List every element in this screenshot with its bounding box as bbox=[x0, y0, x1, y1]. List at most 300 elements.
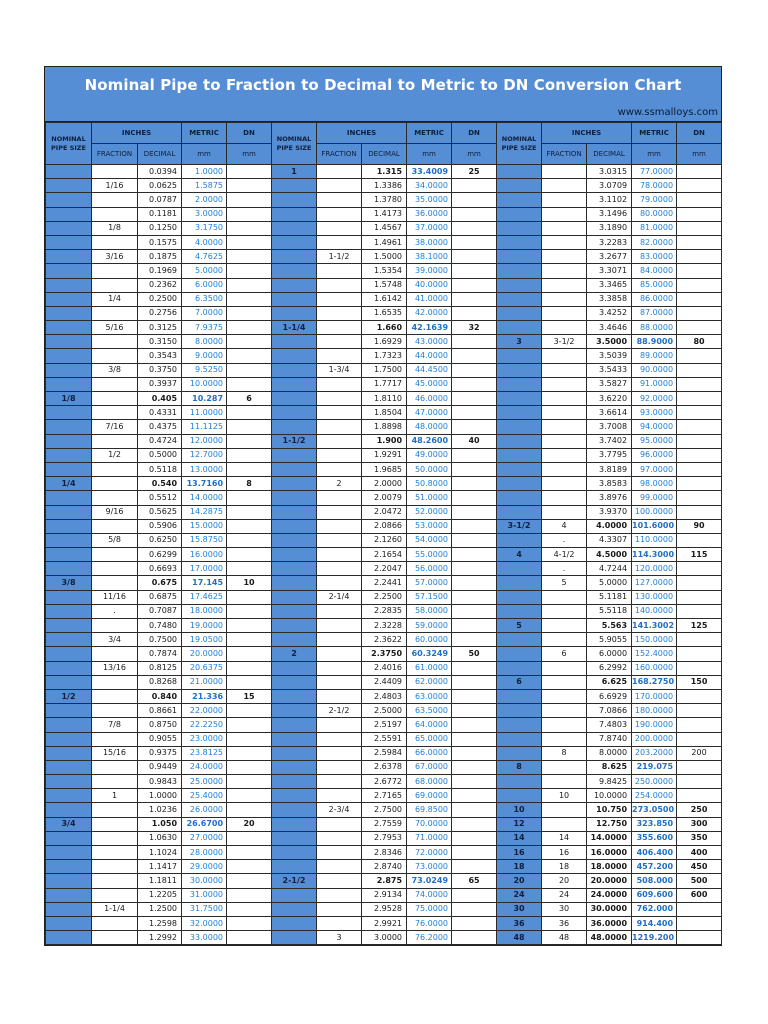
decimal-cell: 2.7500 bbox=[362, 803, 407, 817]
fraction-cell bbox=[317, 420, 362, 434]
metric-cell: 46.0000 bbox=[407, 392, 452, 406]
fraction-cell bbox=[317, 519, 362, 533]
fraction-cell bbox=[92, 491, 138, 505]
mm-unit-header: mm bbox=[182, 144, 227, 165]
dn-cell bbox=[452, 250, 497, 264]
table-row bbox=[46, 619, 722, 633]
fraction-cell bbox=[317, 746, 362, 760]
dn-cell bbox=[452, 392, 497, 406]
decimal-cell: 0.3937 bbox=[138, 377, 182, 391]
dn-cell bbox=[452, 746, 497, 760]
fraction-cell bbox=[542, 377, 587, 391]
metric-cell: 94.0000 bbox=[632, 420, 677, 434]
dn-cell: 6 bbox=[227, 392, 272, 406]
metric-cell: 9.0000 bbox=[182, 349, 227, 363]
fraction-cell bbox=[92, 264, 138, 278]
nominal-pipe-size-cell bbox=[272, 221, 317, 235]
dn-cell bbox=[227, 746, 272, 760]
dn-cell bbox=[227, 760, 272, 774]
dn-cell bbox=[677, 392, 722, 406]
dn-cell bbox=[227, 888, 272, 902]
nominal-pipe-size-cell bbox=[46, 491, 92, 505]
dn-cell bbox=[452, 902, 497, 916]
nominal-pipe-size-cell bbox=[46, 590, 92, 604]
fraction-cell: 4-1/2 bbox=[542, 548, 587, 562]
table-body bbox=[46, 165, 722, 945]
fraction-cell: 2-3/4 bbox=[317, 803, 362, 817]
decimal-cell: 2.2441 bbox=[362, 576, 407, 590]
fraction-cell bbox=[542, 221, 587, 235]
metric-cell: 49.0000 bbox=[407, 448, 452, 462]
metric-cell: 69.8500 bbox=[407, 803, 452, 817]
dn-cell: 150 bbox=[677, 675, 722, 689]
metric-cell: 219.075 bbox=[632, 760, 677, 774]
decimal-cell: 1.6142 bbox=[362, 292, 407, 306]
fraction-cell: . bbox=[92, 604, 138, 618]
metric-cell: 37.0000 bbox=[407, 221, 452, 235]
metric-cell: 73.0249 bbox=[407, 874, 452, 888]
fraction-cell bbox=[92, 477, 138, 491]
fraction-cell bbox=[92, 434, 138, 448]
table-row bbox=[46, 406, 722, 420]
decimal-cell: 2.6772 bbox=[362, 775, 407, 789]
table-row bbox=[46, 689, 722, 703]
dn-cell: 600 bbox=[677, 888, 722, 902]
decimal-cell: 2.0866 bbox=[362, 519, 407, 533]
dn-cell bbox=[227, 335, 272, 349]
dn-cell bbox=[452, 264, 497, 278]
dn-cell bbox=[452, 846, 497, 860]
metric-cell: 85.0000 bbox=[632, 278, 677, 292]
dn-cell bbox=[677, 349, 722, 363]
decimal-cell: 0.3125 bbox=[138, 321, 182, 335]
nominal-pipe-size-cell bbox=[46, 462, 92, 476]
metric-cell: 26.6700 bbox=[182, 817, 227, 831]
table-row bbox=[46, 604, 722, 618]
fraction-cell bbox=[92, 916, 138, 930]
metric-header: METRIC bbox=[182, 123, 227, 144]
nominal-pipe-size-cell bbox=[272, 505, 317, 519]
metric-cell: 47.0000 bbox=[407, 406, 452, 420]
metric-cell: 33.4009 bbox=[407, 165, 452, 179]
decimal-cell: 1.1024 bbox=[138, 846, 182, 860]
table-row bbox=[46, 448, 722, 462]
fraction-cell bbox=[92, 562, 138, 576]
dn-cell: 80 bbox=[677, 335, 722, 349]
decimal-cell: 2.4803 bbox=[362, 689, 407, 703]
metric-cell: 20.6375 bbox=[182, 661, 227, 675]
metric-cell: 41.0000 bbox=[407, 292, 452, 306]
metric-cell: 11.0000 bbox=[182, 406, 227, 420]
nominal-pipe-size-cell: 5 bbox=[497, 619, 542, 633]
fraction-cell: 2-1/2 bbox=[317, 704, 362, 718]
decimal-cell: 1.2992 bbox=[138, 931, 182, 945]
fraction-cell: 1/16 bbox=[92, 179, 138, 193]
metric-cell: 9.5250 bbox=[182, 363, 227, 377]
fraction-cell bbox=[92, 704, 138, 718]
dn-cell: 20 bbox=[227, 817, 272, 831]
metric-cell: 64.0000 bbox=[407, 718, 452, 732]
decimal-cell: 0.5512 bbox=[138, 491, 182, 505]
decimal-cell: 1.8110 bbox=[362, 392, 407, 406]
metric-cell: 1219.200 bbox=[632, 931, 677, 945]
fraction-cell: 18 bbox=[542, 860, 587, 874]
dn-cell: 10 bbox=[227, 576, 272, 590]
table-row bbox=[46, 250, 722, 264]
decimal-cell: 0.1575 bbox=[138, 235, 182, 249]
dn-cell bbox=[452, 916, 497, 930]
dn-cell bbox=[452, 817, 497, 831]
mm-unit-header: mm bbox=[227, 144, 272, 165]
metric-cell: 40.0000 bbox=[407, 278, 452, 292]
fraction-cell bbox=[92, 235, 138, 249]
dn-cell bbox=[227, 675, 272, 689]
metric-cell: 31.0000 bbox=[182, 888, 227, 902]
metric-cell: 22.2250 bbox=[182, 718, 227, 732]
decimal-cell: 0.8661 bbox=[138, 704, 182, 718]
nominal-pipe-size-cell bbox=[272, 491, 317, 505]
dn-cell bbox=[227, 363, 272, 377]
decimal-cell: 1.050 bbox=[138, 817, 182, 831]
decimal-cell: 0.0787 bbox=[138, 193, 182, 207]
fraction-cell: 9/16 bbox=[92, 505, 138, 519]
dn-cell bbox=[677, 250, 722, 264]
dn-cell bbox=[452, 448, 497, 462]
metric-cell: 914.400 bbox=[632, 916, 677, 930]
dn-cell bbox=[677, 321, 722, 335]
fraction-cell bbox=[92, 732, 138, 746]
nominal-pipe-size-cell bbox=[497, 732, 542, 746]
fraction-cell bbox=[92, 335, 138, 349]
nominal-pipe-size-cell bbox=[272, 590, 317, 604]
nominal-pipe-size-cell bbox=[46, 916, 92, 930]
metric-cell: 76.0000 bbox=[407, 916, 452, 930]
decimal-cell: 0.1181 bbox=[138, 207, 182, 221]
dn-cell bbox=[452, 420, 497, 434]
dn-cell bbox=[452, 306, 497, 320]
conversion-chart bbox=[44, 66, 722, 946]
nominal-pipe-size-cell bbox=[272, 349, 317, 363]
fraction-cell bbox=[92, 817, 138, 831]
dn-cell bbox=[452, 562, 497, 576]
metric-cell: 70.0000 bbox=[407, 817, 452, 831]
metric-cell: 81.0000 bbox=[632, 221, 677, 235]
dn-cell bbox=[452, 860, 497, 874]
decimal-cell: 16.0000 bbox=[587, 846, 632, 860]
dn-cell bbox=[227, 633, 272, 647]
decimal-cell: 0.7874 bbox=[138, 647, 182, 661]
fraction-cell: 20 bbox=[542, 874, 587, 888]
metric-cell: 69.0000 bbox=[407, 789, 452, 803]
decimal-cell: 1.7500 bbox=[362, 363, 407, 377]
fraction-cell bbox=[92, 803, 138, 817]
nominal-pipe-size-cell bbox=[46, 888, 92, 902]
dn-cell: 500 bbox=[677, 874, 722, 888]
dn-cell bbox=[677, 533, 722, 547]
metric-cell: 20.0000 bbox=[182, 647, 227, 661]
metric-cell: 33.0000 bbox=[182, 931, 227, 945]
fraction-cell: 5/8 bbox=[92, 533, 138, 547]
metric-cell: 114.3000 bbox=[632, 548, 677, 562]
nominal-pipe-size-cell bbox=[497, 576, 542, 590]
fraction-cell bbox=[317, 165, 362, 179]
decimal-cell: 10.0000 bbox=[587, 789, 632, 803]
decimal-cell: 1.8898 bbox=[362, 420, 407, 434]
nominal-pipe-size-cell bbox=[497, 207, 542, 221]
decimal-cell: 0.4724 bbox=[138, 434, 182, 448]
nominal-pipe-size-cell bbox=[46, 165, 92, 179]
dn-cell bbox=[227, 420, 272, 434]
metric-cell: 68.0000 bbox=[407, 775, 452, 789]
decimal-cell: 0.4331 bbox=[138, 406, 182, 420]
metric-cell: 406.400 bbox=[632, 846, 677, 860]
table-row bbox=[46, 931, 722, 945]
metric-cell: 23.8125 bbox=[182, 746, 227, 760]
dn-cell bbox=[227, 250, 272, 264]
fraction-cell bbox=[542, 349, 587, 363]
table-row bbox=[46, 803, 722, 817]
dn-cell bbox=[452, 590, 497, 604]
nominal-pipe-size-cell bbox=[272, 746, 317, 760]
decimal-cell: 1.4567 bbox=[362, 221, 407, 235]
dn-cell bbox=[227, 647, 272, 661]
fraction-cell: 1/2 bbox=[92, 448, 138, 462]
fraction-cell bbox=[92, 760, 138, 774]
dn-cell bbox=[452, 235, 497, 249]
dn-cell bbox=[677, 704, 722, 718]
fraction-cell bbox=[317, 264, 362, 278]
decimal-cell: 3.6614 bbox=[587, 406, 632, 420]
metric-cell: 19.0500 bbox=[182, 633, 227, 647]
dn-header: DN bbox=[677, 123, 722, 144]
table-row bbox=[46, 363, 722, 377]
dn-cell bbox=[227, 406, 272, 420]
dn-cell bbox=[227, 874, 272, 888]
metric-cell: 203.2000 bbox=[632, 746, 677, 760]
nominal-pipe-size-cell bbox=[46, 278, 92, 292]
decimal-cell: 4.7244 bbox=[587, 562, 632, 576]
nominal-pipe-size-cell bbox=[497, 775, 542, 789]
fraction-cell: 30 bbox=[542, 902, 587, 916]
conversion-table bbox=[45, 122, 722, 945]
nominal-pipe-size-cell bbox=[46, 760, 92, 774]
fraction-cell bbox=[317, 604, 362, 618]
nominal-pipe-size-cell bbox=[46, 874, 92, 888]
decimal-cell: 1.3780 bbox=[362, 193, 407, 207]
nominal-pipe-size-cell bbox=[46, 718, 92, 732]
metric-cell: 168.2750 bbox=[632, 675, 677, 689]
decimal-cell: 2.5000 bbox=[362, 704, 407, 718]
metric-cell: 39.0000 bbox=[407, 264, 452, 278]
dn-cell: 250 bbox=[677, 803, 722, 817]
dn-cell bbox=[227, 179, 272, 193]
fraction-cell bbox=[542, 292, 587, 306]
nominal-pipe-size-cell bbox=[272, 888, 317, 902]
decimal-cell: 0.8125 bbox=[138, 661, 182, 675]
nominal-pipe-size-cell bbox=[272, 420, 317, 434]
dn-cell bbox=[452, 207, 497, 221]
decimal-cell: 3.1102 bbox=[587, 193, 632, 207]
metric-cell: 55.0000 bbox=[407, 548, 452, 562]
decimal-header: DECIMAL bbox=[138, 144, 182, 165]
nominal-pipe-size-cell bbox=[46, 619, 92, 633]
metric-cell: 88.0000 bbox=[632, 321, 677, 335]
decimal-cell: 6.0000 bbox=[587, 647, 632, 661]
nominal-pipe-size-cell: 24 bbox=[497, 888, 542, 902]
dn-cell bbox=[452, 491, 497, 505]
metric-cell: 6.0000 bbox=[182, 278, 227, 292]
nominal-pipe-size-cell bbox=[46, 548, 92, 562]
nominal-pipe-size-cell bbox=[497, 704, 542, 718]
table-row bbox=[46, 292, 722, 306]
decimal-cell: 3.7008 bbox=[587, 420, 632, 434]
metric-cell: 16.0000 bbox=[182, 548, 227, 562]
nominal-pipe-size-cell bbox=[497, 235, 542, 249]
metric-cell: 100.0000 bbox=[632, 505, 677, 519]
fraction-cell: 3 bbox=[317, 931, 362, 945]
table-row bbox=[46, 306, 722, 320]
dn-cell bbox=[452, 633, 497, 647]
nominal-pipe-size-cell bbox=[497, 718, 542, 732]
decimal-cell: 3.0709 bbox=[587, 179, 632, 193]
fraction-cell bbox=[317, 434, 362, 448]
fraction-cell bbox=[317, 718, 362, 732]
fraction-cell bbox=[92, 548, 138, 562]
fraction-cell bbox=[317, 789, 362, 803]
fraction-cell: 8 bbox=[542, 746, 587, 760]
dn-cell bbox=[677, 165, 722, 179]
dn-cell bbox=[677, 292, 722, 306]
decimal-cell: 2.9134 bbox=[362, 888, 407, 902]
metric-cell: 130.0000 bbox=[632, 590, 677, 604]
fraction-cell bbox=[542, 718, 587, 732]
decimal-cell: 2.7953 bbox=[362, 831, 407, 845]
decimal-cell: 1.5354 bbox=[362, 264, 407, 278]
nominal-pipe-size-cell bbox=[272, 860, 317, 874]
table-row bbox=[46, 519, 722, 533]
fraction-header: FRACTION bbox=[317, 144, 362, 165]
fraction-cell bbox=[317, 462, 362, 476]
fraction-cell: 7/8 bbox=[92, 718, 138, 732]
metric-cell: 31.7500 bbox=[182, 902, 227, 916]
fraction-cell bbox=[542, 619, 587, 633]
nominal-pipe-size-cell bbox=[46, 264, 92, 278]
decimal-cell: 9.8425 bbox=[587, 775, 632, 789]
nominal-pipe-size-cell bbox=[272, 562, 317, 576]
nominal-pipe-size-cell bbox=[272, 264, 317, 278]
metric-cell: 508.000 bbox=[632, 874, 677, 888]
dn-cell bbox=[677, 491, 722, 505]
table-row bbox=[46, 732, 722, 746]
dn-cell bbox=[227, 718, 272, 732]
table-row bbox=[46, 817, 722, 831]
nominal-pipe-size-cell bbox=[46, 647, 92, 661]
fraction-cell bbox=[317, 505, 362, 519]
dn-cell bbox=[452, 775, 497, 789]
metric-cell: 4.7625 bbox=[182, 250, 227, 264]
metric-cell: 42.1639 bbox=[407, 321, 452, 335]
mm-unit-header: mm bbox=[677, 144, 722, 165]
nominal-pipe-size-cell bbox=[46, 803, 92, 817]
fraction-cell bbox=[542, 193, 587, 207]
metric-cell: 63.5000 bbox=[407, 704, 452, 718]
decimal-cell: 0.4375 bbox=[138, 420, 182, 434]
dn-cell bbox=[452, 221, 497, 235]
nominal-pipe-size-cell bbox=[46, 193, 92, 207]
decimal-cell: 1.2205 bbox=[138, 888, 182, 902]
decimal-cell: 1.5000 bbox=[362, 250, 407, 264]
metric-cell: 72.0000 bbox=[407, 846, 452, 860]
decimal-cell: 3.0315 bbox=[587, 165, 632, 179]
decimal-cell: 2.8740 bbox=[362, 860, 407, 874]
dn-cell bbox=[677, 633, 722, 647]
metric-cell: 90.0000 bbox=[632, 363, 677, 377]
dn-cell bbox=[452, 931, 497, 945]
fraction-cell bbox=[317, 562, 362, 576]
dn-cell bbox=[452, 789, 497, 803]
decimal-cell: 5.9055 bbox=[587, 633, 632, 647]
metric-cell: 95.0000 bbox=[632, 434, 677, 448]
dn-cell bbox=[227, 604, 272, 618]
fraction-cell: 3/16 bbox=[92, 250, 138, 264]
nominal-pipe-size-cell: 12 bbox=[497, 817, 542, 831]
nominal-pipe-size-cell bbox=[46, 292, 92, 306]
nominal-pipe-size-cell bbox=[497, 491, 542, 505]
metric-cell: 4.0000 bbox=[182, 235, 227, 249]
dn-cell: 125 bbox=[677, 619, 722, 633]
dn-cell: 15 bbox=[227, 689, 272, 703]
dn-cell bbox=[227, 306, 272, 320]
dn-cell bbox=[227, 321, 272, 335]
fraction-cell bbox=[317, 619, 362, 633]
metric-cell: 18.0000 bbox=[182, 604, 227, 618]
metric-cell: 7.9375 bbox=[182, 321, 227, 335]
dn-cell: 300 bbox=[677, 817, 722, 831]
nominal-pipe-size-cell: 3/8 bbox=[46, 576, 92, 590]
table-row bbox=[46, 746, 722, 760]
fraction-cell bbox=[542, 420, 587, 434]
decimal-cell: 1.900 bbox=[362, 434, 407, 448]
decimal-cell: 14.0000 bbox=[587, 831, 632, 845]
decimal-cell: 0.1250 bbox=[138, 221, 182, 235]
decimal-cell: 2.0079 bbox=[362, 491, 407, 505]
metric-cell: 3.0000 bbox=[182, 207, 227, 221]
dn-cell bbox=[227, 434, 272, 448]
decimal-cell: 0.7480 bbox=[138, 619, 182, 633]
dn-cell bbox=[452, 803, 497, 817]
nominal-pipe-size-header: NOMINAL PIPE SIZE bbox=[497, 123, 542, 165]
table-row bbox=[46, 179, 722, 193]
metric-cell: 23.0000 bbox=[182, 732, 227, 746]
metric-cell: 74.0000 bbox=[407, 888, 452, 902]
fraction-cell bbox=[92, 207, 138, 221]
metric-cell: 45.0000 bbox=[407, 377, 452, 391]
decimal-cell: 0.5118 bbox=[138, 462, 182, 476]
metric-cell: 51.0000 bbox=[407, 491, 452, 505]
nominal-pipe-size-cell bbox=[272, 306, 317, 320]
dn-cell bbox=[227, 221, 272, 235]
fraction-cell bbox=[92, 689, 138, 703]
dn-cell bbox=[677, 207, 722, 221]
fraction-cell bbox=[92, 576, 138, 590]
fraction-cell: 3-1/2 bbox=[542, 335, 587, 349]
metric-cell: 2.0000 bbox=[182, 193, 227, 207]
fraction-cell: 3/4 bbox=[92, 633, 138, 647]
decimal-cell: 2.5591 bbox=[362, 732, 407, 746]
metric-cell: 58.0000 bbox=[407, 604, 452, 618]
metric-cell: 53.0000 bbox=[407, 519, 452, 533]
decimal-cell: 2.2835 bbox=[362, 604, 407, 618]
